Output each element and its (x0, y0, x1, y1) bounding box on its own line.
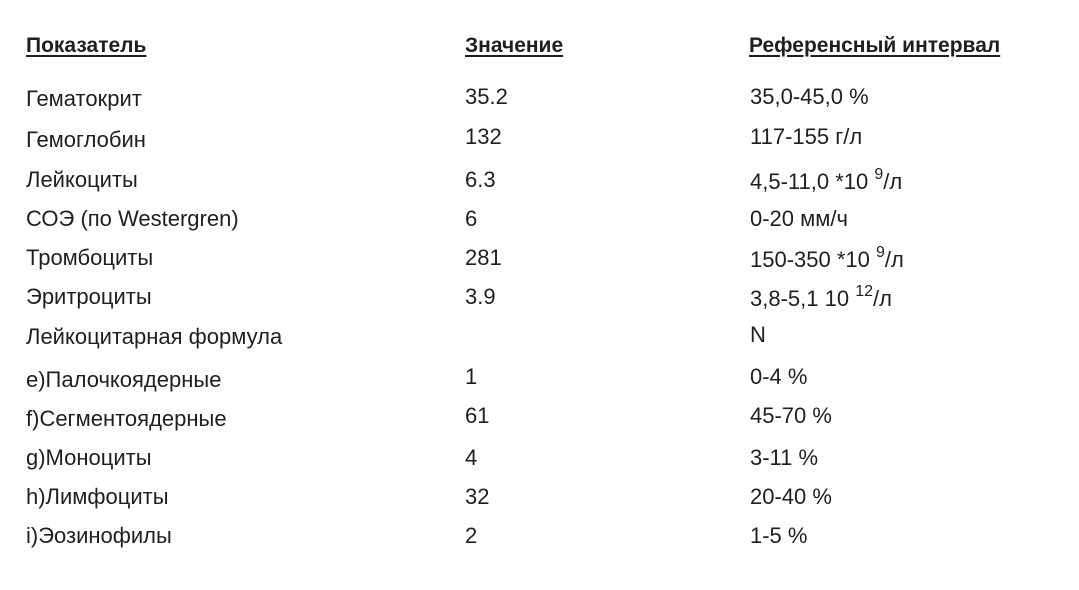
indicator-cell: Тромбоциты (26, 245, 154, 270)
reference-cell (750, 523, 807, 549)
reference-main: 4,5-11,0 *10 (750, 169, 875, 194)
reference-cell (750, 403, 832, 429)
value-cell: 32 (465, 484, 490, 509)
table-row (0, 124, 1079, 163)
value-cell: 61 (465, 403, 490, 428)
reference-cell (750, 364, 807, 390)
reference-cell (750, 322, 766, 348)
value-cell: 2 (465, 523, 478, 548)
indicator-cell: Эритроциты (26, 284, 152, 309)
header-value: Значение (465, 34, 564, 57)
reference-main: 45-70 % (750, 403, 832, 428)
table-row (0, 167, 1079, 203)
reference-cell (750, 484, 832, 510)
reference-exponent: 12 (855, 282, 873, 300)
indicator-cell: Гемоглобин (26, 127, 146, 152)
value-cell: 6 (465, 206, 478, 231)
reference-exponent: 9 (874, 165, 884, 183)
reference-cell (750, 165, 903, 195)
header-reference: Референсный интервал (749, 34, 1001, 57)
table-row (0, 445, 1079, 481)
table-row (0, 523, 1079, 559)
value-cell: 3.9 (465, 284, 496, 309)
indicator-cell: f)Сегментоядерные (26, 406, 227, 431)
value-cell: 132 (465, 124, 502, 149)
reference-cell (750, 243, 904, 273)
reference-cell (750, 124, 862, 150)
reference-unit: /л (883, 169, 903, 194)
reference-unit: /л (872, 286, 892, 311)
header-indicator: Показатель (26, 34, 147, 57)
reference-main: 35,0-45,0 % (750, 84, 869, 109)
indicator-cell: СОЭ (по Westergren) (26, 206, 239, 231)
table-row (0, 284, 1079, 320)
indicator-cell: h)Лимфоциты (26, 484, 169, 509)
table-row (0, 324, 1079, 360)
reference-cell (750, 282, 892, 312)
value-cell: 6.3 (465, 167, 496, 192)
reference-main: 0-4 % (750, 364, 808, 389)
reference-unit: /л (884, 247, 904, 272)
reference-main: 1-5 % (750, 523, 808, 548)
reference-exponent: 9 (876, 243, 885, 261)
reference-main: 20-40 % (750, 484, 832, 509)
indicator-cell: e)Палочкоядерные (26, 367, 222, 392)
indicator-cell: Лейкоциты (26, 167, 138, 192)
reference-main: 117-155 г/л (750, 124, 863, 149)
table-header (0, 33, 1079, 69)
value-cell: 35.2 (465, 84, 508, 109)
reference-main: 150-350 *10 (750, 247, 876, 272)
table-row (0, 403, 1079, 442)
table-row (0, 484, 1079, 520)
reference-main: 3-11 % (750, 445, 819, 470)
reference-main: 0-20 мм/ч (750, 206, 848, 231)
reference-main: 3,8-5,1 10 (750, 286, 856, 311)
value-cell: 1 (465, 364, 478, 389)
table-row (0, 206, 1079, 242)
indicator-cell: i)Эозинофилы (26, 523, 172, 548)
table-row (0, 364, 1079, 403)
indicator-cell: Гематокрит (26, 86, 142, 111)
table-row (0, 86, 1079, 122)
reference-cell (750, 206, 848, 232)
table-row (0, 245, 1079, 281)
indicator-cell: Лейкоцитарная формула (26, 324, 283, 349)
indicator-cell: g)Моноциты (26, 445, 152, 470)
reference-cell (750, 445, 818, 471)
value-cell: 281 (465, 245, 502, 270)
value-cell: 4 (465, 445, 478, 470)
reference-main: N (750, 322, 766, 347)
reference-cell (750, 84, 869, 110)
